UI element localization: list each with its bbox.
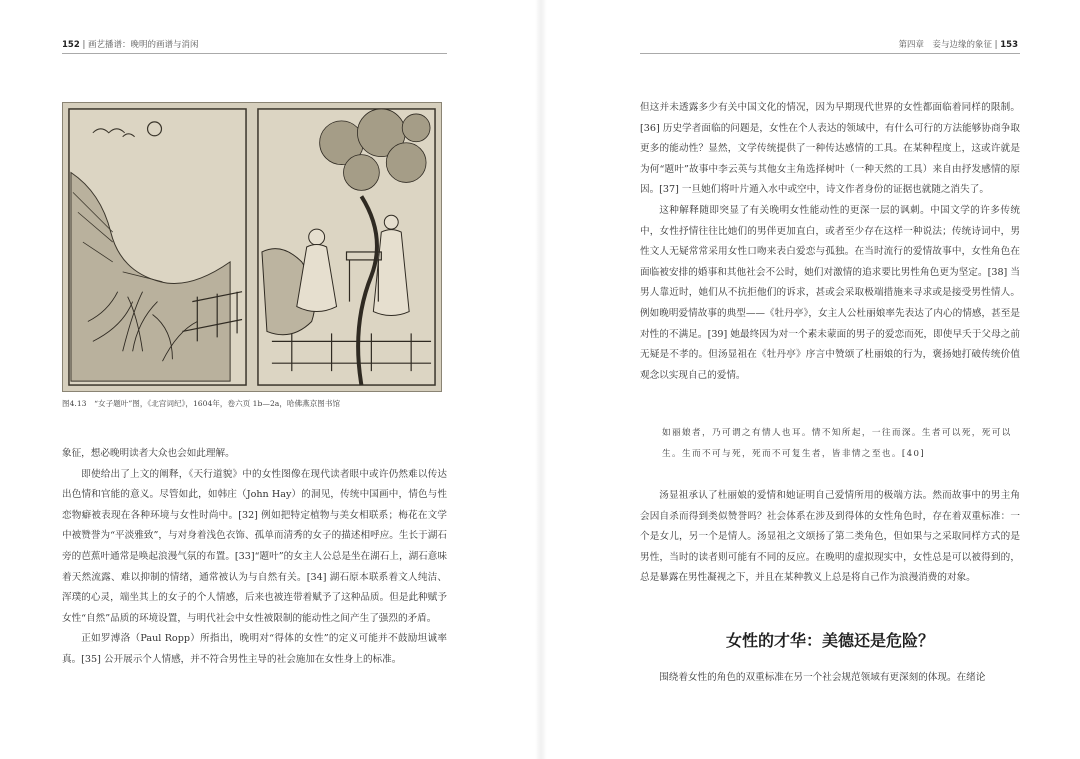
right-paragraph: 但这并未透露多少有关中国文化的情况，因为早期现代世界的女性都面临着同样的限制。[36] 历史学者面临的问题是，女性在个人表达的领域中，有什么可行的方法能够协商争取更多的能动性？显然，文学传统提供了一种传达感情的工具。在某种程度上，这或许就是为何“题叶”故事中李云英与其他女主角选择树叶（一种天然的工具）来自由抒发感情的原因。[37] 一旦她们将叶片遁入水中或空中，诗文作者身份的证据也就随之消失了。: [640, 102, 1020, 196]
right-page-header: [898, 38, 1018, 52]
left-page-header: [62, 38, 199, 52]
left-paragraph: 即使给出了上文的阐释，《天行道貌》中的女性图像在现代读者眼中或许仍然难以传达出色情和官能的意义。尽管如此，如韩庄（John Hay）的洞见，传统中国画中，情色与性恋物癖被表现在各种环境与女性时尚中。[32] 例如把特定植物与美女相联系；梅花在文学中被赞誉为“平淡雅致”，与对身着浅色衣饰、孤单而清秀的女子的描述相呼应。生长于湖石旁的芭蕉叶通常是唤起浪漫气氛的布置。[33]“题叶”的女主人公总是坐在湖石上，湖石意味着天然流露、难以抑制的情绪，通常被认为与自然有关。[34] 湖石原本联系着文人纯洁、浑璞的心灵，端坐其上的女子的个人情感，后来也被连带着赋予了这种品质。但是此种赋予女性“自然”品质的环境设置，与明代社会中女性被限制的能动性之间产生了强烈的矛盾。: [62, 468, 447, 624]
figure-caption: 图4.13 “女子题叶”图，《北宫词纪》，1604年，卷六页 1b—2a，哈佛燕京图书馆: [62, 399, 341, 408]
left-page-number: 152: [62, 40, 80, 50]
right-page-body-bottom: [640, 668, 1020, 689]
section-heading: 女性的才华：美德还是危险？: [725, 631, 934, 650]
woodblock-print-image: [63, 103, 441, 391]
right-running-title: 第四章 妾与边缘的象征 |: [898, 40, 1001, 50]
right-paragraph: 围绕着女性的角色的双重标准在另一个社会规范领域有更深刻的体现。在绪论: [659, 672, 986, 683]
left-page-body: [62, 444, 447, 671]
left-paragraph: 正如罗溥洛（Paul Ropp）所指出，晚明对“得体的女性”的定义可能并不鼓励坦诚率真。[35] 公开展示个人情感，并不符合男性主导的社会施加在女性身上的标准。: [62, 633, 447, 665]
block-quote: 如丽娘者，乃可谓之有情人也耳。情不知所起，一往而深。生者可以死，死可以生。生而不可与死，死而不可复生者，皆非情之至也。[40]: [662, 428, 1012, 459]
right-paragraph: 这种解释随即突显了有关晚明女性能动性的更深一层的讽刺。中国文学的许多传统中，女性抒情往往比她们的男伴更加直白，或者至少存在这样一种说法；传统诗词中，男性文人无疑常常采用女性口吻来表白爱恋与孤独。在当时流行的爱情故事中，女性角色在面临被安排的婚事和其他社会不公时，她们对激情的追求要比男性角色更为坚定。[38] 当男人靠近时，她们从不抗拒他们的诉求，甚或会采取极端措施来寻求或是接受男性情人。例如晚明爱情故事的典型——《牡丹亭》，女主人公杜丽娘率先表达了内心的情感，甚至是对性的不满足。[39] 她最终因为对一个素未蒙面的男子的爱恋而死，即使早夭于父母之前无疑是不孝的。但汤显祖在《牡丹亭》序言中赞颂了杜丽娘的行为，褒扬她打破传统价值观念以实现自己的爱情。: [640, 204, 1020, 381]
right-header-rule: [640, 53, 1020, 54]
right-page-body-top: [640, 98, 1020, 386]
woodblock-illustration: [62, 102, 442, 392]
right-page-number: 153: [1000, 40, 1018, 50]
left-running-title: | 画艺播谱：晚明的画谱与消闲: [79, 40, 199, 50]
left-header-rule: [62, 53, 447, 54]
right-page-body-middle: [640, 486, 1020, 589]
book-gutter: [535, 0, 547, 759]
left-paragraph: 象征，想必晚明读者大众也会如此理解。: [62, 448, 235, 459]
right-paragraph: 汤显祖承认了杜丽娘的爱情和她证明自己爱情所用的极端方法。然而故事中的男主角会因自杀而得到类似赞誉吗？社会体系在涉及到得体的女性角色时，存在着双重标准：一个是女儿，另一个是情人。汤显祖之文颂扬了第二类角色，但如果与之采取同样方式的是男性，当时的读者则可能有不同的反应。在晚明的虚拟现实中，女性总是可以被得到的，总是暴露在男性凝视之下，并且在某种教义上总是将自己作为浪漫消费的对象。: [640, 490, 1020, 584]
